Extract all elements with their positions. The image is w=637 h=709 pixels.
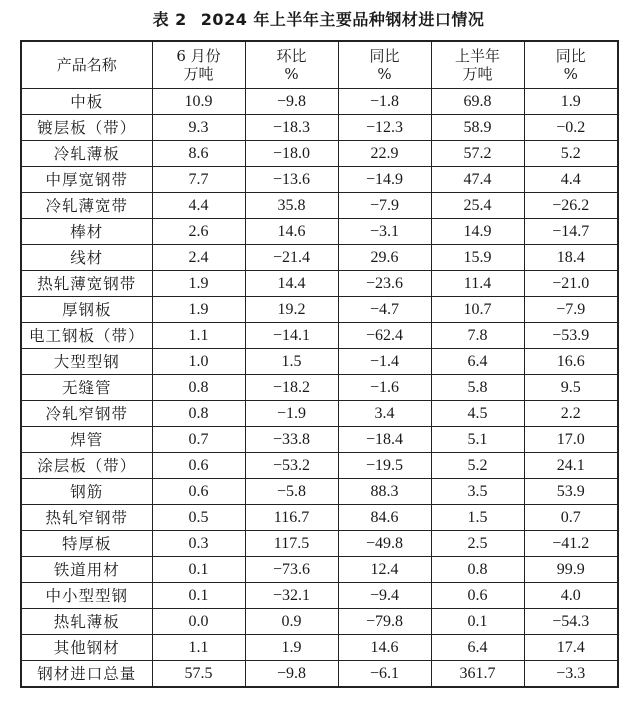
value-cell: 0.7: [524, 505, 618, 531]
table-header-row: [21, 41, 618, 89]
product-name-cell: 中板: [21, 89, 152, 115]
product-name-cell: 中厚宽钢带: [21, 167, 152, 193]
value-cell: −18.0: [245, 141, 338, 167]
value-cell: 19.2: [245, 297, 338, 323]
product-name-cell: 镀层板（带）: [21, 115, 152, 141]
product-name-cell: 冷轧薄宽带: [21, 193, 152, 219]
value-cell: −32.1: [245, 583, 338, 609]
value-cell: 69.8: [431, 89, 524, 115]
product-name-cell: 冷轧薄板: [21, 141, 152, 167]
product-name-cell: 大型型钢: [21, 349, 152, 375]
value-cell: −54.3: [524, 609, 618, 635]
product-name-cell: 焊管: [21, 427, 152, 453]
value-cell: 53.9: [524, 479, 618, 505]
value-cell: 16.6: [524, 349, 618, 375]
value-cell: 1.0: [152, 349, 245, 375]
value-cell: 1.1: [152, 323, 245, 349]
value-cell: 9.5: [524, 375, 618, 401]
value-cell: −9.8: [245, 661, 338, 688]
steel-import-table: [20, 40, 619, 688]
table-title: [0, 10, 637, 30]
value-cell: 1.9: [245, 635, 338, 661]
value-cell: 14.6: [338, 635, 431, 661]
value-cell: −14.1: [245, 323, 338, 349]
product-name-cell: 冷轧窄钢带: [21, 401, 152, 427]
product-name-cell: 厚钢板: [21, 297, 152, 323]
value-cell: −18.3: [245, 115, 338, 141]
value-cell: 5.1: [431, 427, 524, 453]
value-cell: −6.1: [338, 661, 431, 688]
value-cell: 0.8: [152, 401, 245, 427]
value-cell: −41.2: [524, 531, 618, 557]
value-cell: −5.8: [245, 479, 338, 505]
value-cell: −21.4: [245, 245, 338, 271]
value-cell: −12.3: [338, 115, 431, 141]
value-cell: 1.9: [524, 89, 618, 115]
value-cell: 99.9: [524, 557, 618, 583]
value-cell: 361.7: [431, 661, 524, 688]
value-cell: 17.0: [524, 427, 618, 453]
value-cell: 7.7: [152, 167, 245, 193]
table-row: [21, 531, 618, 557]
value-cell: 0.6: [152, 453, 245, 479]
value-cell: 0.6: [152, 479, 245, 505]
product-name-cell: 铁道用材: [21, 557, 152, 583]
table-row: [21, 453, 618, 479]
table-row: [21, 349, 618, 375]
value-cell: 10.9: [152, 89, 245, 115]
value-cell: 25.4: [431, 193, 524, 219]
value-cell: 3.5: [431, 479, 524, 505]
value-cell: 24.1: [524, 453, 618, 479]
table-body: [21, 89, 618, 688]
table-row: [21, 505, 618, 531]
table-row: [21, 271, 618, 297]
value-cell: 22.9: [338, 141, 431, 167]
value-cell: −7.9: [524, 297, 618, 323]
product-name-cell: 电工钢板（带）: [21, 323, 152, 349]
table-row: [21, 479, 618, 505]
value-cell: 4.4: [524, 167, 618, 193]
value-cell: 5.2: [524, 141, 618, 167]
value-cell: 2.6: [152, 219, 245, 245]
column-header-product: 产品名称: [21, 41, 152, 89]
table-row: [21, 219, 618, 245]
value-cell: 1.5: [245, 349, 338, 375]
value-cell: −7.9: [338, 193, 431, 219]
column-header-june-volume: 6 月份 万吨: [152, 41, 245, 89]
value-cell: −26.2: [524, 193, 618, 219]
value-cell: −19.5: [338, 453, 431, 479]
value-cell: 6.4: [431, 635, 524, 661]
value-cell: 0.5: [152, 505, 245, 531]
product-name-cell: 涂层板（带）: [21, 453, 152, 479]
value-cell: 2.4: [152, 245, 245, 271]
value-cell: 57.2: [431, 141, 524, 167]
value-cell: 29.6: [338, 245, 431, 271]
table-row: [21, 401, 618, 427]
value-cell: −4.7: [338, 297, 431, 323]
value-cell: −18.2: [245, 375, 338, 401]
value-cell: 0.1: [152, 557, 245, 583]
table-row: [21, 245, 618, 271]
table-row: [21, 635, 618, 661]
table-title-text: 2024 年上半年主要品种钢材进口情况: [200, 10, 485, 29]
value-cell: 0.8: [152, 375, 245, 401]
column-header-h1-yoy: 同比 %: [524, 41, 618, 89]
value-cell: 17.4: [524, 635, 618, 661]
value-cell: 0.9: [245, 609, 338, 635]
value-cell: −14.7: [524, 219, 618, 245]
product-name-cell: 热轧窄钢带: [21, 505, 152, 531]
column-header-yoy: 同比 %: [338, 41, 431, 89]
value-cell: −1.4: [338, 349, 431, 375]
value-cell: 9.3: [152, 115, 245, 141]
value-cell: −49.8: [338, 531, 431, 557]
value-cell: −1.8: [338, 89, 431, 115]
value-cell: 14.6: [245, 219, 338, 245]
value-cell: 1.9: [152, 297, 245, 323]
value-cell: 4.0: [524, 583, 618, 609]
value-cell: 0.1: [431, 609, 524, 635]
value-cell: 116.7: [245, 505, 338, 531]
value-cell: −23.6: [338, 271, 431, 297]
value-cell: 0.7: [152, 427, 245, 453]
value-cell: −21.0: [524, 271, 618, 297]
value-cell: −9.4: [338, 583, 431, 609]
value-cell: −3.3: [524, 661, 618, 688]
value-cell: −1.9: [245, 401, 338, 427]
value-cell: −33.8: [245, 427, 338, 453]
table-row: [21, 297, 618, 323]
product-name-cell: 其他钢材: [21, 635, 152, 661]
product-name-cell: 热轧薄板: [21, 609, 152, 635]
value-cell: 18.4: [524, 245, 618, 271]
value-cell: 117.5: [245, 531, 338, 557]
value-cell: 0.3: [152, 531, 245, 557]
value-cell: 84.6: [338, 505, 431, 531]
value-cell: −53.9: [524, 323, 618, 349]
product-name-cell: 中小型型钢: [21, 583, 152, 609]
value-cell: 0.0: [152, 609, 245, 635]
table-row: [21, 141, 618, 167]
value-cell: 6.4: [431, 349, 524, 375]
value-cell: 5.2: [431, 453, 524, 479]
value-cell: 5.8: [431, 375, 524, 401]
value-cell: 7.8: [431, 323, 524, 349]
value-cell: −13.6: [245, 167, 338, 193]
table-row: [21, 193, 618, 219]
value-cell: −79.8: [338, 609, 431, 635]
product-name-cell: 棒材: [21, 219, 152, 245]
value-cell: 88.3: [338, 479, 431, 505]
value-cell: 58.9: [431, 115, 524, 141]
value-cell: 1.5: [431, 505, 524, 531]
value-cell: −53.2: [245, 453, 338, 479]
product-name-cell: 无缝管: [21, 375, 152, 401]
value-cell: 35.8: [245, 193, 338, 219]
value-cell: −73.6: [245, 557, 338, 583]
table-row: [21, 323, 618, 349]
product-name-cell: 线材: [21, 245, 152, 271]
value-cell: 11.4: [431, 271, 524, 297]
value-cell: 15.9: [431, 245, 524, 271]
value-cell: 47.4: [431, 167, 524, 193]
value-cell: −18.4: [338, 427, 431, 453]
value-cell: −9.8: [245, 89, 338, 115]
table-row: [21, 167, 618, 193]
value-cell: 57.5: [152, 661, 245, 688]
product-name-cell: 钢筋: [21, 479, 152, 505]
column-header-h1-volume: 上半年 万吨: [431, 41, 524, 89]
table-row: [21, 557, 618, 583]
value-cell: −3.1: [338, 219, 431, 245]
value-cell: 14.4: [245, 271, 338, 297]
value-cell: 8.6: [152, 141, 245, 167]
product-name-cell: 热轧薄宽钢带: [21, 271, 152, 297]
value-cell: 4.5: [431, 401, 524, 427]
product-name-cell: 特厚板: [21, 531, 152, 557]
column-header-mom: 环比 %: [245, 41, 338, 89]
value-cell: −0.2: [524, 115, 618, 141]
value-cell: 14.9: [431, 219, 524, 245]
table-row: [21, 375, 618, 401]
table-row: [21, 661, 618, 688]
value-cell: 1.9: [152, 271, 245, 297]
value-cell: 2.2: [524, 401, 618, 427]
value-cell: 10.7: [431, 297, 524, 323]
value-cell: 0.1: [152, 583, 245, 609]
table-row: [21, 609, 618, 635]
value-cell: −1.6: [338, 375, 431, 401]
value-cell: 2.5: [431, 531, 524, 557]
value-cell: 3.4: [338, 401, 431, 427]
value-cell: 0.8: [431, 557, 524, 583]
product-name-cell: 钢材进口总量: [21, 661, 152, 688]
table-row: [21, 427, 618, 453]
value-cell: 0.6: [431, 583, 524, 609]
value-cell: 1.1: [152, 635, 245, 661]
table-row: [21, 115, 618, 141]
table-row: [21, 89, 618, 115]
value-cell: −14.9: [338, 167, 431, 193]
table-row: [21, 583, 618, 609]
value-cell: 4.4: [152, 193, 245, 219]
table-number: 表 2: [152, 10, 187, 29]
value-cell: 12.4: [338, 557, 431, 583]
value-cell: −62.4: [338, 323, 431, 349]
